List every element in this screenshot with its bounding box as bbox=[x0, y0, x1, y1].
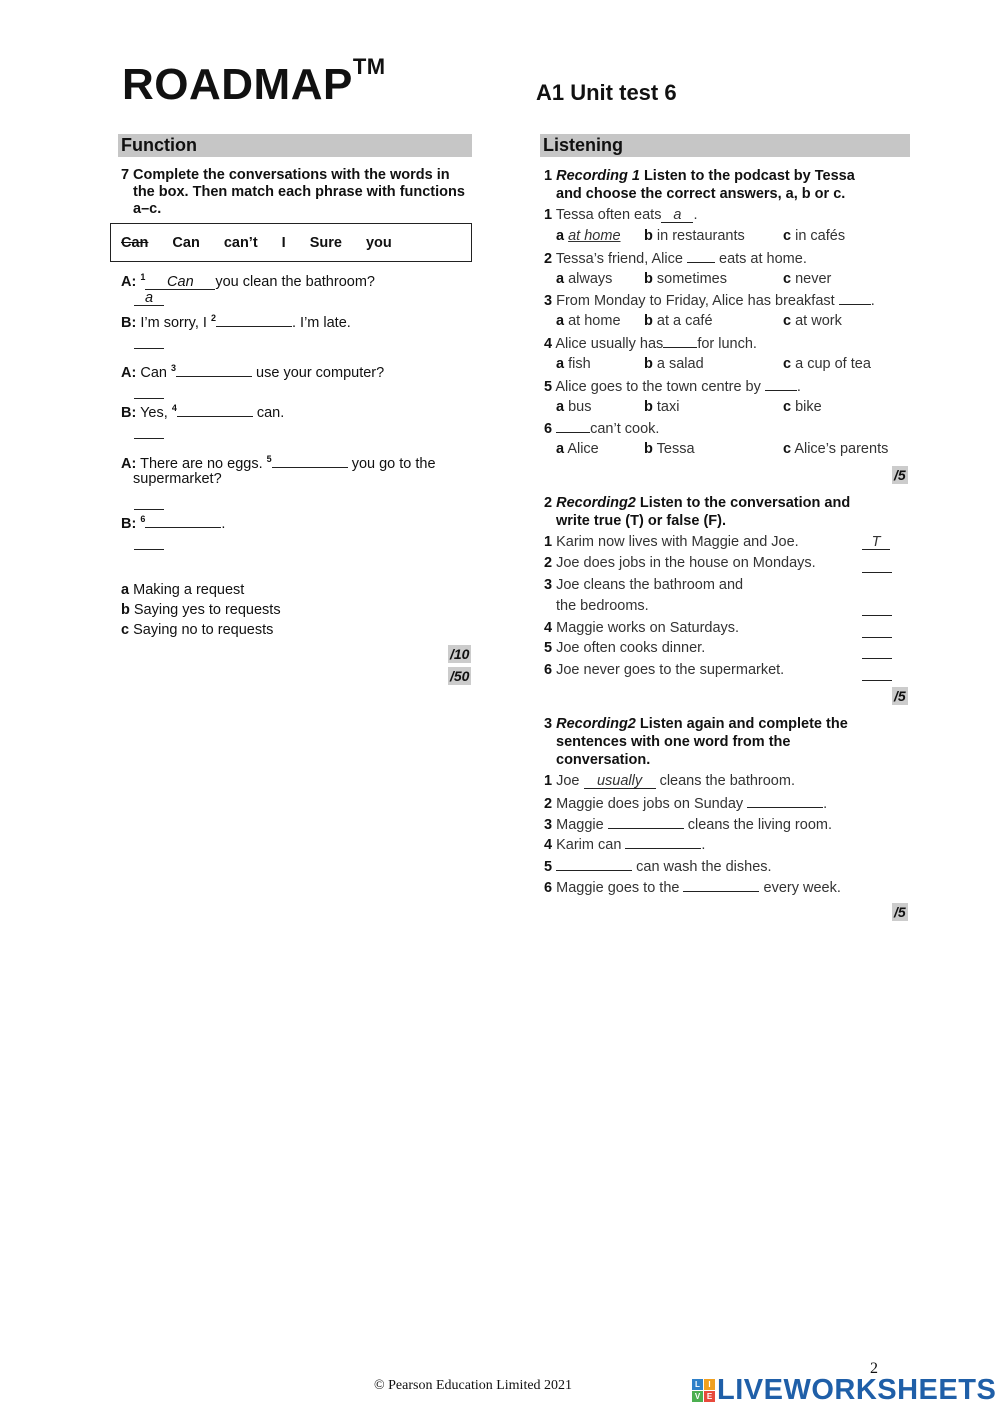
ex1-option[interactable]: a bus bbox=[556, 399, 592, 415]
ex1-score: /5 bbox=[894, 467, 906, 483]
tf-blank[interactable] bbox=[862, 603, 892, 621]
word-box-item: you bbox=[365, 234, 392, 251]
answer-blank[interactable] bbox=[839, 290, 871, 305]
answer-blank[interactable]: usually bbox=[584, 774, 656, 789]
dialogue-line-6: B: $^6$ . bbox=[121, 514, 226, 532]
ex1-option[interactable]: b a salad bbox=[644, 356, 704, 372]
answer-blank[interactable] bbox=[608, 814, 684, 829]
answer-blank[interactable] bbox=[556, 856, 632, 871]
dialogue-line-2: B: I’m sorry, I $^2$ . I’m late. bbox=[121, 313, 351, 331]
ex1-question: 6 can’t cook. bbox=[544, 418, 659, 440]
ex1-question: 2 Tessa’s friend, Alice eats at home. bbox=[544, 248, 807, 270]
ex1-option[interactable]: a fish bbox=[556, 356, 591, 372]
answer-blank[interactable]: a bbox=[661, 208, 693, 223]
ex3-item: 2 Maggie does jobs on Sunday . bbox=[544, 793, 827, 815]
ex1-option[interactable]: c never bbox=[783, 271, 832, 287]
ex1-option[interactable]: b Tessa bbox=[644, 441, 695, 457]
answer-blank[interactable] bbox=[747, 793, 823, 808]
ex1-option[interactable]: b at a café bbox=[644, 313, 713, 329]
ex3-instruction-cont: sentences with one word from the bbox=[556, 734, 791, 750]
ex3-item: 1 Joe usually cleans the bathroom. bbox=[544, 773, 795, 789]
word-box-item: can’t bbox=[223, 234, 258, 251]
answer-blank[interactable] bbox=[556, 418, 590, 433]
page-number: 2 bbox=[870, 1360, 878, 1377]
ex1-instruction-cont: and choose the correct answers, a, b or c. bbox=[556, 186, 846, 202]
unit-title: A1 Unit test 6 bbox=[536, 80, 677, 105]
ex1-question: 5 Alice goes to the town centre by . bbox=[544, 376, 801, 398]
ex2-item-cont: the bedrooms. bbox=[556, 598, 649, 614]
word-box bbox=[110, 223, 472, 262]
function-option-a: a Making a request bbox=[121, 582, 245, 598]
brand-title: ROADMAP™ bbox=[122, 54, 386, 109]
ex3-instruction: 3 Recording2 Listen again and complete the bbox=[544, 716, 848, 732]
ex2-instruction: 2 Recording2 Listen to the conversation and bbox=[544, 495, 851, 511]
dialogue-line-5-cont: supermarket? bbox=[133, 471, 222, 487]
tf-blank[interactable] bbox=[862, 646, 892, 664]
copyright: © Pearson Education Limited 2021 bbox=[374, 1378, 573, 1393]
liveworksheets-icon: L I V E bbox=[692, 1379, 715, 1402]
liveworksheets-wordmark: LIVEWORKSHEETS bbox=[717, 1374, 997, 1406]
answer-blank[interactable] bbox=[145, 513, 221, 528]
answer-blank[interactable] bbox=[216, 312, 292, 327]
answer-blank[interactable] bbox=[687, 248, 715, 263]
ex2-item: 6 Joe never goes to the supermarket. bbox=[544, 662, 785, 678]
ex1-option[interactable]: c Alice’s parents bbox=[783, 441, 889, 457]
ex1-option[interactable]: c in cafés bbox=[783, 228, 846, 244]
ex1-option[interactable]: a at home bbox=[556, 228, 621, 244]
ex1-option[interactable]: a at home bbox=[556, 313, 621, 329]
ex1-option[interactable]: b in restaurants bbox=[644, 228, 745, 244]
answer-blank[interactable] bbox=[663, 333, 697, 348]
match-blank-6[interactable] bbox=[134, 537, 164, 555]
ex1-option[interactable]: c bike bbox=[783, 399, 822, 415]
ex2-item: 3 Joe cleans the bathroom and bbox=[544, 577, 744, 593]
dialogue-line-1: A: $^1$ Can you clean the bathroom? bbox=[121, 272, 375, 290]
function-score: /10 bbox=[450, 646, 470, 662]
function-instruction: 7 Complete the conversations with the words in the box. Then match each phrase with functions a–c. bbox=[121, 167, 465, 217]
ex1-option[interactable]: b taxi bbox=[644, 399, 680, 415]
match-blank-2[interactable] bbox=[134, 336, 164, 354]
ex2-item: 5 Joe often cooks dinner. bbox=[544, 640, 706, 656]
trademark: TM bbox=[352, 54, 386, 79]
ex3-item: 4 Karim can . bbox=[544, 834, 705, 856]
ex1-option[interactable]: a Alice bbox=[556, 441, 599, 457]
ex3-item: 6 Maggie goes to the every week. bbox=[544, 877, 841, 899]
answer-blank[interactable]: Can bbox=[145, 275, 215, 290]
ex2-instruction-cont: write true (T) or false (F). bbox=[556, 513, 726, 529]
liveworksheets-logo bbox=[692, 1374, 996, 1407]
tf-answer[interactable]: T bbox=[862, 532, 890, 553]
ex2-item: 1 Karim now lives with Maggie and Joe. bbox=[544, 534, 799, 550]
tf-blank[interactable] bbox=[862, 625, 892, 643]
answer-blank[interactable] bbox=[683, 877, 759, 892]
ex1-option[interactable]: c a cup of tea bbox=[783, 356, 871, 372]
ex3-instruction-cont: conversation. bbox=[556, 752, 651, 768]
ex2-score: /5 bbox=[894, 688, 906, 704]
total-score: /50 bbox=[450, 668, 470, 684]
ex1-question: 1 Tessa often eats a . bbox=[544, 207, 698, 223]
ex1-question: 4 Alice usually has for lunch. bbox=[544, 333, 757, 355]
ex1-instruction: 1 Recording 1 Listen to the podcast by Tessa bbox=[544, 168, 855, 184]
ex2-item: 4 Maggie works on Saturdays. bbox=[544, 620, 740, 636]
ex3-item: 5 can wash the dishes. bbox=[544, 856, 772, 878]
dialogue-line-4: B: Yes, $^4$ can. bbox=[121, 403, 285, 421]
dialogue-line-3: A: Can $^3$ use your computer? bbox=[121, 363, 385, 381]
ex3-item: 3 Maggie cleans the living room. bbox=[544, 814, 832, 836]
answer-blank[interactable] bbox=[177, 402, 253, 417]
match-blank-4[interactable] bbox=[134, 426, 164, 444]
ex1-option[interactable]: b sometimes bbox=[644, 271, 727, 287]
word-box-item: Sure bbox=[309, 234, 342, 251]
function-option-b: b Saying yes to requests bbox=[121, 602, 281, 618]
dialogue-line-5: A: There are no eggs. $^5$ you go to the bbox=[121, 454, 436, 472]
ex1-option[interactable]: a always bbox=[556, 271, 613, 287]
ex3-score: /5 bbox=[894, 904, 906, 920]
word-box-item: I bbox=[281, 234, 286, 251]
word-box-item: Can bbox=[121, 234, 149, 251]
function-option-c: c Saying no to requests bbox=[121, 622, 274, 638]
ex1-option[interactable]: c at work bbox=[783, 313, 842, 329]
tf-blank[interactable] bbox=[862, 560, 892, 578]
answer-blank[interactable] bbox=[625, 834, 701, 849]
ex1-question: 3 From Monday to Friday, Alice has breakfast . bbox=[544, 290, 875, 312]
listening-heading: Listening bbox=[540, 134, 910, 157]
function-heading: Function bbox=[118, 134, 472, 157]
match-blank-1: a bbox=[134, 288, 164, 308]
ex2-item: 2 Joe does jobs in the house on Mondays. bbox=[544, 555, 816, 571]
tf-blank[interactable] bbox=[862, 668, 892, 686]
word-box-item: Can bbox=[172, 234, 200, 251]
answer-blank[interactable] bbox=[176, 362, 252, 377]
answer-blank[interactable] bbox=[765, 376, 797, 391]
answer-blank[interactable] bbox=[272, 453, 348, 468]
